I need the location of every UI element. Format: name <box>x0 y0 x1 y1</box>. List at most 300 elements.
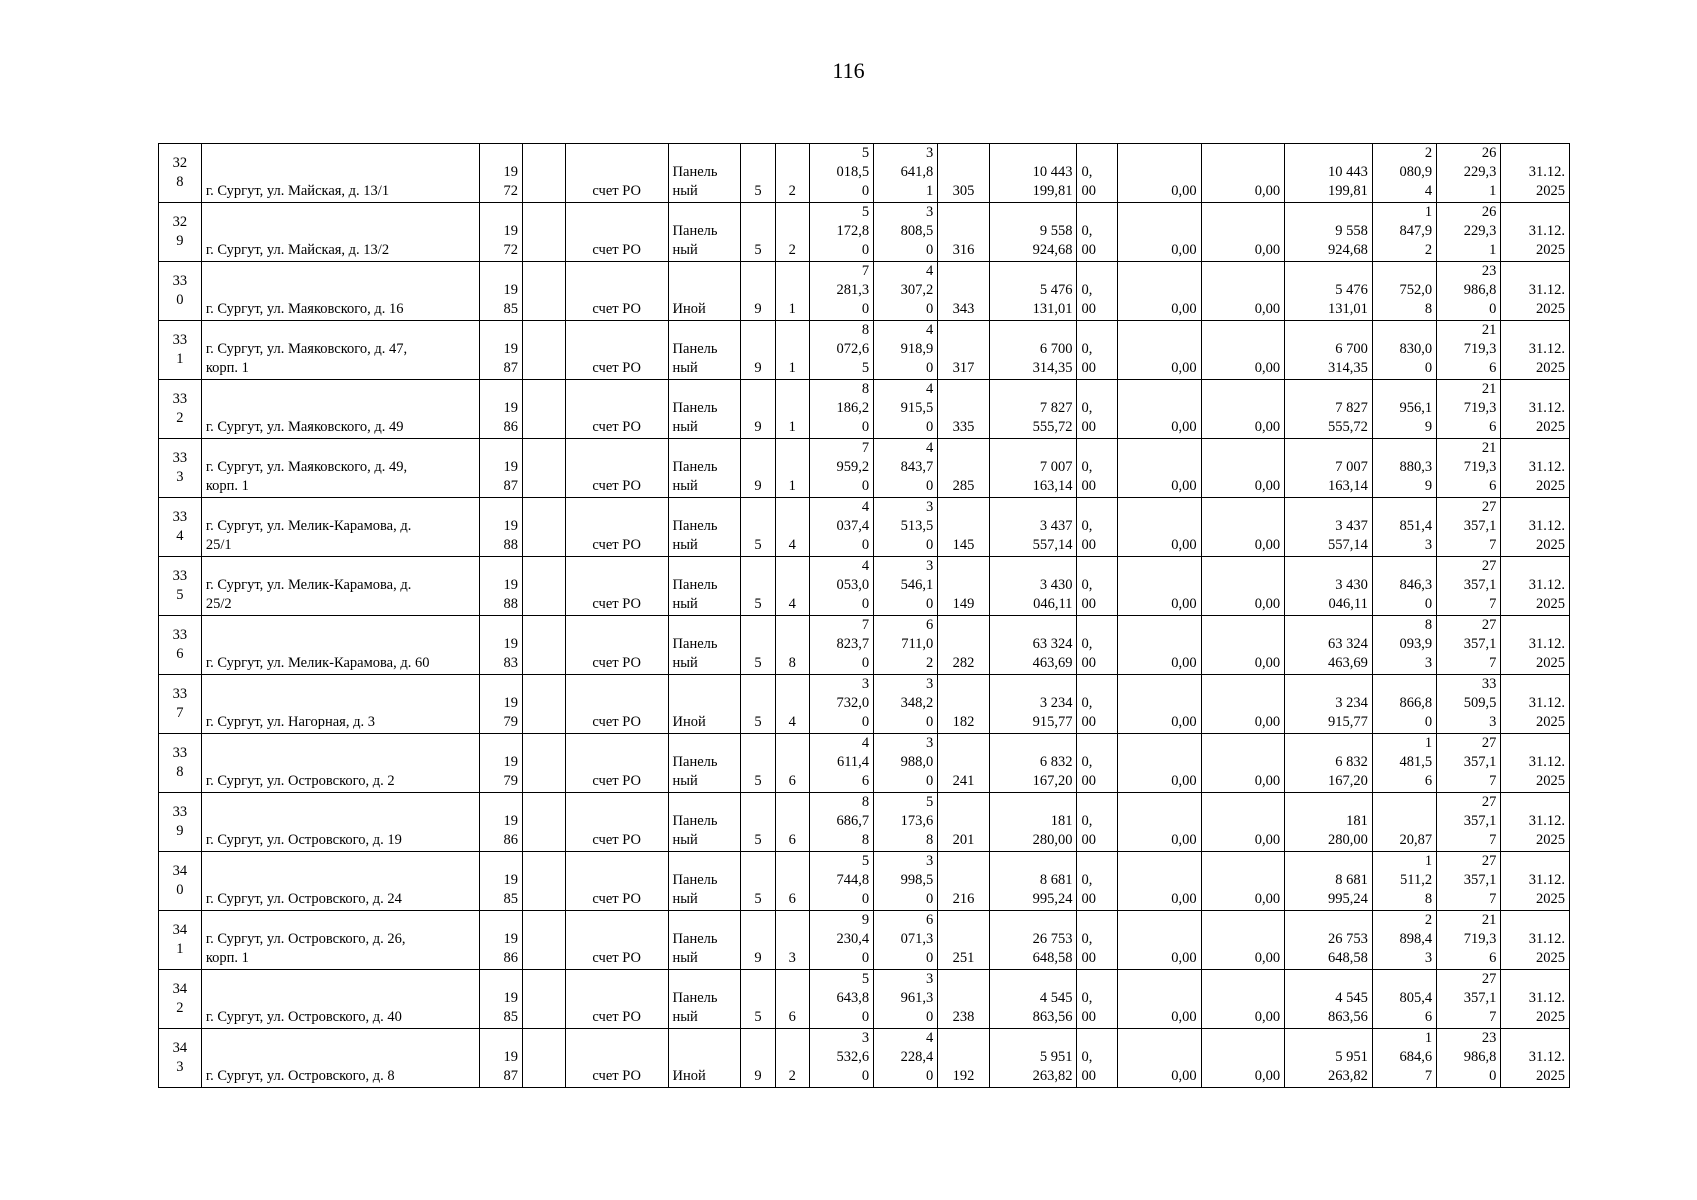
row-number-text: 34 <box>172 980 188 997</box>
residents-text: 316 <box>952 242 975 258</box>
cost-per-m2-cell <box>1372 498 1436 557</box>
federal-funds-cell <box>1077 970 1118 1029</box>
owners-funds-text: 3 437 <box>1335 518 1368 534</box>
total-area-cell <box>809 262 873 321</box>
wall-material-text: ный <box>672 478 698 494</box>
living-area-text: 0 <box>926 360 934 376</box>
residents-text: 305 <box>952 183 975 199</box>
cost-per-m2-cell <box>1372 262 1436 321</box>
planned-date-cell <box>1501 793 1570 852</box>
year-built-cell <box>480 734 523 793</box>
row-number-text: 3 <box>176 1058 184 1075</box>
local-funds-cell <box>1201 262 1285 321</box>
floors-text: 5 <box>754 773 762 789</box>
federal-funds-text: 0, <box>1081 990 1093 1006</box>
local-funds-cell <box>1201 498 1285 557</box>
housing-registry-table <box>158 143 1570 1088</box>
total-area-text: 8 <box>861 381 870 397</box>
repair-cost-text: 26 753 <box>1032 931 1073 947</box>
repair-cost-text: 314,35 <box>1032 360 1073 376</box>
planned-date-cell <box>1501 321 1570 380</box>
table-row <box>159 970 1570 1029</box>
funding-method-text: счет РО <box>592 1009 641 1025</box>
residents-text: 285 <box>952 478 975 494</box>
year-built-text: 19 <box>503 813 518 829</box>
entrances-text: 4 <box>788 537 796 553</box>
repair-cost-text: 199,81 <box>1032 183 1073 199</box>
wall-material-cell <box>668 557 741 616</box>
limit-per-m2-cell <box>1437 616 1501 675</box>
wall-material-cell <box>668 970 741 1029</box>
row-number-text: 33 <box>172 803 188 820</box>
residents-cell <box>938 1029 989 1088</box>
regional-funds-text: 0,00 <box>1171 832 1197 848</box>
owners-funds-cell <box>1285 911 1373 970</box>
total-area-text: 5 <box>861 204 870 220</box>
address-cell <box>201 380 479 439</box>
federal-funds-cell <box>1077 321 1118 380</box>
federal-funds-text: 00 <box>1081 183 1096 199</box>
entrances-text: 4 <box>788 596 796 612</box>
entrances-cell <box>775 675 809 734</box>
federal-funds-text: 0, <box>1081 695 1093 711</box>
year-built-cell <box>480 498 523 557</box>
address-text: корп. 1 <box>205 478 249 494</box>
cost-per-m2-cell <box>1372 380 1436 439</box>
planned-date-cell <box>1501 439 1570 498</box>
year-built-text: 79 <box>503 714 518 730</box>
living-area-cell <box>874 675 938 734</box>
entrances-cell <box>775 852 809 911</box>
living-area-text: 071,3 <box>900 931 934 947</box>
repair-cost-cell <box>989 144 1077 203</box>
federal-funds-text: 0, <box>1081 636 1093 652</box>
local-funds-cell <box>1201 911 1285 970</box>
cost-per-m2-text: 3 <box>1424 950 1433 966</box>
federal-funds-text: 00 <box>1081 419 1096 435</box>
year-built-cell <box>480 616 523 675</box>
address-cell <box>201 734 479 793</box>
year-built-cell <box>480 203 523 262</box>
blank-cell-cell <box>522 380 565 439</box>
planned-date-text: 31.12. <box>1528 1049 1565 1065</box>
wall-material-text: Панель <box>672 813 718 829</box>
limit-per-m2-cell <box>1437 557 1501 616</box>
living-area-text: 4 <box>926 263 934 279</box>
floors-cell <box>741 911 775 970</box>
floors-cell <box>741 321 775 380</box>
wall-material-text: ный <box>672 1009 698 1025</box>
limit-per-m2-text: 21 <box>1481 381 1497 397</box>
repair-cost-text: 63 324 <box>1032 636 1073 652</box>
residents-text: 241 <box>952 773 975 789</box>
table-row <box>159 675 1570 734</box>
entrances-cell <box>775 557 809 616</box>
limit-per-m2-cell <box>1437 1029 1501 1088</box>
row-number-text: 1 <box>176 940 184 957</box>
living-area-text: 0 <box>926 1068 934 1084</box>
year-built-text: 19 <box>503 282 518 298</box>
repair-cost-cell <box>989 616 1077 675</box>
cost-per-m2-text: 0 <box>1424 596 1433 612</box>
wall-material-text: ный <box>672 419 698 435</box>
planned-date-cell <box>1501 852 1570 911</box>
owners-funds-cell <box>1285 380 1373 439</box>
entrances-text: 1 <box>788 478 796 494</box>
repair-cost-cell <box>989 321 1077 380</box>
owners-funds-text: 263,82 <box>1328 1068 1368 1084</box>
federal-funds-text: 0, <box>1081 754 1093 770</box>
owners-funds-text: 167,20 <box>1328 773 1368 789</box>
address-cell <box>201 911 479 970</box>
planned-date-text: 31.12. <box>1528 223 1565 239</box>
row-number-cell <box>159 557 202 616</box>
residents-cell <box>938 144 989 203</box>
federal-funds-text: 0, <box>1081 931 1093 947</box>
planned-date-cell <box>1501 557 1570 616</box>
regional-funds-cell <box>1118 970 1202 1029</box>
address-text: г. Сургут, ул. Маяковского, д. 47, <box>205 341 408 357</box>
planned-date-text: 31.12. <box>1528 931 1565 947</box>
planned-date-text: 31.12. <box>1528 577 1565 593</box>
federal-funds-cell <box>1077 262 1118 321</box>
entrances-cell <box>775 144 809 203</box>
owners-funds-text: 648,58 <box>1328 950 1368 966</box>
living-area-text: 3 <box>926 204 934 220</box>
entrances-cell <box>775 1029 809 1088</box>
living-area-text: 348,2 <box>900 695 934 711</box>
funding-method-cell <box>565 262 668 321</box>
cost-per-m2-text: 956,1 <box>1399 400 1433 416</box>
owners-funds-cell <box>1285 852 1373 911</box>
living-area-text: 173,6 <box>900 813 934 829</box>
limit-per-m2-text: 357,1 <box>1463 754 1497 770</box>
limit-per-m2-cell <box>1437 911 1501 970</box>
living-area-text: 6 <box>926 912 934 928</box>
address-text: 25/2 <box>205 596 232 612</box>
owners-funds-text: 8 681 <box>1335 872 1368 888</box>
regional-funds-text: 0,00 <box>1171 1068 1197 1084</box>
limit-per-m2-text: 357,1 <box>1463 518 1497 534</box>
funding-method-text: счет РО <box>592 537 641 553</box>
row-number-text: 33 <box>172 449 188 466</box>
total-area-cell <box>809 675 873 734</box>
planned-date-text: 2025 <box>1536 832 1565 848</box>
cost-per-m2-text: 8 <box>1424 891 1433 907</box>
planned-date-text: 31.12. <box>1528 400 1565 416</box>
planned-date-cell <box>1501 203 1570 262</box>
planned-date-cell <box>1501 616 1570 675</box>
year-built-cell <box>480 852 523 911</box>
planned-date-text: 31.12. <box>1528 636 1565 652</box>
floors-cell <box>741 734 775 793</box>
funding-method-cell <box>565 380 668 439</box>
local-funds-text: 0,00 <box>1254 891 1281 907</box>
year-built-text: 19 <box>503 636 518 652</box>
repair-cost-cell <box>989 793 1077 852</box>
repair-cost-text: 4 545 <box>1039 990 1073 1006</box>
local-funds-cell <box>1201 793 1285 852</box>
repair-cost-cell <box>989 852 1077 911</box>
living-area-text: 0 <box>926 950 934 966</box>
repair-cost-cell <box>989 380 1077 439</box>
total-area-text: 0 <box>861 950 870 966</box>
federal-funds-cell <box>1077 439 1118 498</box>
cost-per-m2-cell <box>1372 675 1436 734</box>
entrances-cell <box>775 793 809 852</box>
row-number-text: 0 <box>176 881 184 898</box>
limit-per-m2-cell <box>1437 498 1501 557</box>
cost-per-m2-text: 481,5 <box>1399 754 1433 770</box>
total-area-text: 0 <box>861 596 870 612</box>
regional-funds-cell <box>1118 793 1202 852</box>
cost-per-m2-text: 880,3 <box>1399 459 1433 475</box>
entrances-cell <box>775 911 809 970</box>
limit-per-m2-text: 23 <box>1481 263 1497 279</box>
blank-cell-cell <box>522 852 565 911</box>
table-row <box>159 557 1570 616</box>
federal-funds-text: 00 <box>1081 1068 1096 1084</box>
repair-cost-text: 6 700 <box>1039 341 1073 357</box>
owners-funds-text: 131,01 <box>1328 301 1368 317</box>
local-funds-text: 0,00 <box>1254 655 1281 671</box>
total-area-text: 037,4 <box>836 518 870 534</box>
entrances-cell <box>775 616 809 675</box>
planned-date-cell <box>1501 970 1570 1029</box>
owners-funds-text: 26 753 <box>1328 931 1368 947</box>
federal-funds-cell <box>1077 557 1118 616</box>
entrances-text: 2 <box>788 242 796 258</box>
year-built-text: 86 <box>503 419 518 435</box>
year-built-cell <box>480 439 523 498</box>
total-area-cell <box>809 1029 873 1088</box>
total-area-text: 744,8 <box>836 872 870 888</box>
federal-funds-text: 00 <box>1081 1009 1096 1025</box>
repair-cost-cell <box>989 203 1077 262</box>
repair-cost-cell <box>989 262 1077 321</box>
cost-per-m2-cell <box>1372 970 1436 1029</box>
blank-cell-cell <box>522 911 565 970</box>
limit-per-m2-cell <box>1437 793 1501 852</box>
federal-funds-text: 0, <box>1081 341 1093 357</box>
living-area-cell <box>874 557 938 616</box>
row-number-cell <box>159 1029 202 1088</box>
floors-cell <box>741 557 775 616</box>
cost-per-m2-text: 8 <box>1424 617 1433 633</box>
federal-funds-cell <box>1077 203 1118 262</box>
address-cell <box>201 793 479 852</box>
address-text: г. Сургут, ул. Майская, д. 13/2 <box>205 242 390 258</box>
blank-cell-cell <box>522 970 565 1029</box>
local-funds-text: 0,00 <box>1254 242 1281 258</box>
row-number-text: 33 <box>172 626 188 643</box>
wall-material-text: Панель <box>672 518 718 534</box>
living-area-cell <box>874 911 938 970</box>
residents-cell <box>938 734 989 793</box>
living-area-text: 3 <box>926 853 934 869</box>
row-number-text: 9 <box>176 232 184 249</box>
entrances-text: 4 <box>788 714 796 730</box>
repair-cost-text: 7 827 <box>1039 400 1073 416</box>
federal-funds-text: 0, <box>1081 400 1093 416</box>
wall-material-text: Панель <box>672 990 718 1006</box>
local-funds-cell <box>1201 380 1285 439</box>
planned-date-cell <box>1501 144 1570 203</box>
address-cell <box>201 675 479 734</box>
owners-funds-cell <box>1285 321 1373 380</box>
living-area-text: 711,0 <box>901 636 934 652</box>
living-area-text: 0 <box>926 537 934 553</box>
entrances-text: 1 <box>788 419 796 435</box>
total-area-text: 823,7 <box>836 636 870 652</box>
federal-funds-cell <box>1077 675 1118 734</box>
planned-date-text: 2025 <box>1536 891 1565 907</box>
owners-funds-text: 3 430 <box>1335 577 1368 593</box>
row-number-text: 33 <box>172 508 188 525</box>
row-number-text: 34 <box>172 862 188 879</box>
living-area-text: 4 <box>926 322 934 338</box>
living-area-text: 4 <box>926 381 934 397</box>
year-built-text: 86 <box>503 832 518 848</box>
living-area-text: 4 <box>926 1030 934 1046</box>
limit-per-m2-text: 21 <box>1481 440 1497 456</box>
table-row <box>159 144 1570 203</box>
limit-per-m2-text: 7 <box>1489 596 1497 612</box>
wall-material-text: Панель <box>672 872 718 888</box>
residents-cell <box>938 380 989 439</box>
federal-funds-cell <box>1077 380 1118 439</box>
total-area-cell <box>809 557 873 616</box>
total-area-cell <box>809 144 873 203</box>
residents-cell <box>938 852 989 911</box>
wall-material-text: Панель <box>672 223 718 239</box>
limit-per-m2-cell <box>1437 970 1501 1029</box>
local-funds-cell <box>1201 734 1285 793</box>
owners-funds-text: 199,81 <box>1328 183 1368 199</box>
living-area-cell <box>874 321 938 380</box>
local-funds-cell <box>1201 321 1285 380</box>
cost-per-m2-cell <box>1372 734 1436 793</box>
address-text: г. Сургут, ул. Островского, д. 19 <box>205 832 402 848</box>
regional-funds-cell <box>1118 1029 1202 1088</box>
repair-cost-text: 3 234 <box>1039 695 1073 711</box>
cost-per-m2-cell <box>1372 203 1436 262</box>
limit-per-m2-text: 7 <box>1489 655 1497 671</box>
row-number-cell <box>159 262 202 321</box>
cost-per-m2-text: 752,0 <box>1399 282 1433 298</box>
total-area-cell <box>809 970 873 1029</box>
row-number-text: 32 <box>172 154 188 171</box>
limit-per-m2-text: 6 <box>1489 360 1497 376</box>
limit-per-m2-text: 509,5 <box>1463 695 1497 711</box>
cost-per-m2-cell <box>1372 321 1436 380</box>
planned-date-text: 2025 <box>1536 419 1565 435</box>
local-funds-cell <box>1201 439 1285 498</box>
repair-cost-text: 995,24 <box>1032 891 1073 907</box>
cost-per-m2-text: 805,4 <box>1399 990 1433 1006</box>
regional-funds-text: 0,00 <box>1171 419 1197 435</box>
repair-cost-cell <box>989 498 1077 557</box>
owners-funds-cell <box>1285 675 1373 734</box>
living-area-text: 3 <box>926 676 934 692</box>
repair-cost-cell <box>989 911 1077 970</box>
floors-text: 9 <box>754 1068 762 1084</box>
repair-cost-text: 046,11 <box>1033 596 1073 612</box>
local-funds-text: 0,00 <box>1254 478 1281 494</box>
planned-date-text: 2025 <box>1536 478 1565 494</box>
cost-per-m2-text: 2 <box>1424 912 1433 928</box>
floors-cell <box>741 498 775 557</box>
repair-cost-text: 7 007 <box>1039 459 1073 475</box>
limit-per-m2-text: 7 <box>1489 773 1497 789</box>
floors-text: 5 <box>754 183 762 199</box>
local-funds-text: 0,00 <box>1254 773 1281 789</box>
planned-date-text: 2025 <box>1536 1068 1565 1084</box>
entrances-text: 6 <box>788 891 796 907</box>
entrances-text: 6 <box>788 1009 796 1025</box>
floors-cell <box>741 144 775 203</box>
address-text: г. Сургут, ул. Нагорная, д. 3 <box>205 714 375 730</box>
owners-funds-cell <box>1285 793 1373 852</box>
wall-material-cell <box>668 1029 741 1088</box>
funding-method-text: счет РО <box>592 301 641 317</box>
row-number-text: 32 <box>172 213 188 230</box>
address-text: г. Сургут, ул. Мелик-Карамова, д. <box>205 577 412 593</box>
year-built-text: 19 <box>503 459 518 475</box>
row-number-text: 8 <box>176 173 184 190</box>
owners-funds-text: 555,72 <box>1328 419 1368 435</box>
cost-per-m2-cell <box>1372 144 1436 203</box>
entrances-text: 1 <box>788 301 796 317</box>
owners-funds-text: 863,56 <box>1328 1009 1368 1025</box>
regional-funds-cell <box>1118 439 1202 498</box>
funding-method-cell <box>565 793 668 852</box>
limit-per-m2-text: 986,8 <box>1463 282 1497 298</box>
wall-material-cell <box>668 734 741 793</box>
repair-cost-text: 924,68 <box>1032 242 1073 258</box>
row-number-text: 5 <box>176 586 184 603</box>
limit-per-m2-text: 229,3 <box>1463 223 1497 239</box>
planned-date-text: 2025 <box>1536 950 1565 966</box>
residents-cell <box>938 675 989 734</box>
federal-funds-cell <box>1077 911 1118 970</box>
local-funds-text: 0,00 <box>1254 419 1281 435</box>
living-area-text: 3 <box>926 558 934 574</box>
cost-per-m2-text: 1 <box>1424 204 1433 220</box>
floors-text: 9 <box>754 478 762 494</box>
regional-funds-text: 0,00 <box>1171 183 1197 199</box>
planned-date-text: 31.12. <box>1528 754 1565 770</box>
living-area-text: 0 <box>926 301 934 317</box>
entrances-text: 2 <box>788 1068 796 1084</box>
federal-funds-text: 00 <box>1081 596 1096 612</box>
living-area-text: 0 <box>926 891 934 907</box>
cost-per-m2-text: 6 <box>1424 773 1433 789</box>
total-area-text: 6 <box>861 773 870 789</box>
floors-cell <box>741 203 775 262</box>
owners-funds-cell <box>1285 498 1373 557</box>
year-built-text: 87 <box>503 1068 518 1084</box>
planned-date-cell <box>1501 262 1570 321</box>
row-number-text: 2 <box>176 409 184 426</box>
blank-cell-cell <box>522 734 565 793</box>
address-cell <box>201 970 479 1029</box>
owners-funds-text: 10 443 <box>1328 164 1368 180</box>
year-built-text: 19 <box>503 518 518 534</box>
repair-cost-text: 9 558 <box>1039 223 1073 239</box>
planned-date-cell <box>1501 734 1570 793</box>
owners-funds-cell <box>1285 439 1373 498</box>
